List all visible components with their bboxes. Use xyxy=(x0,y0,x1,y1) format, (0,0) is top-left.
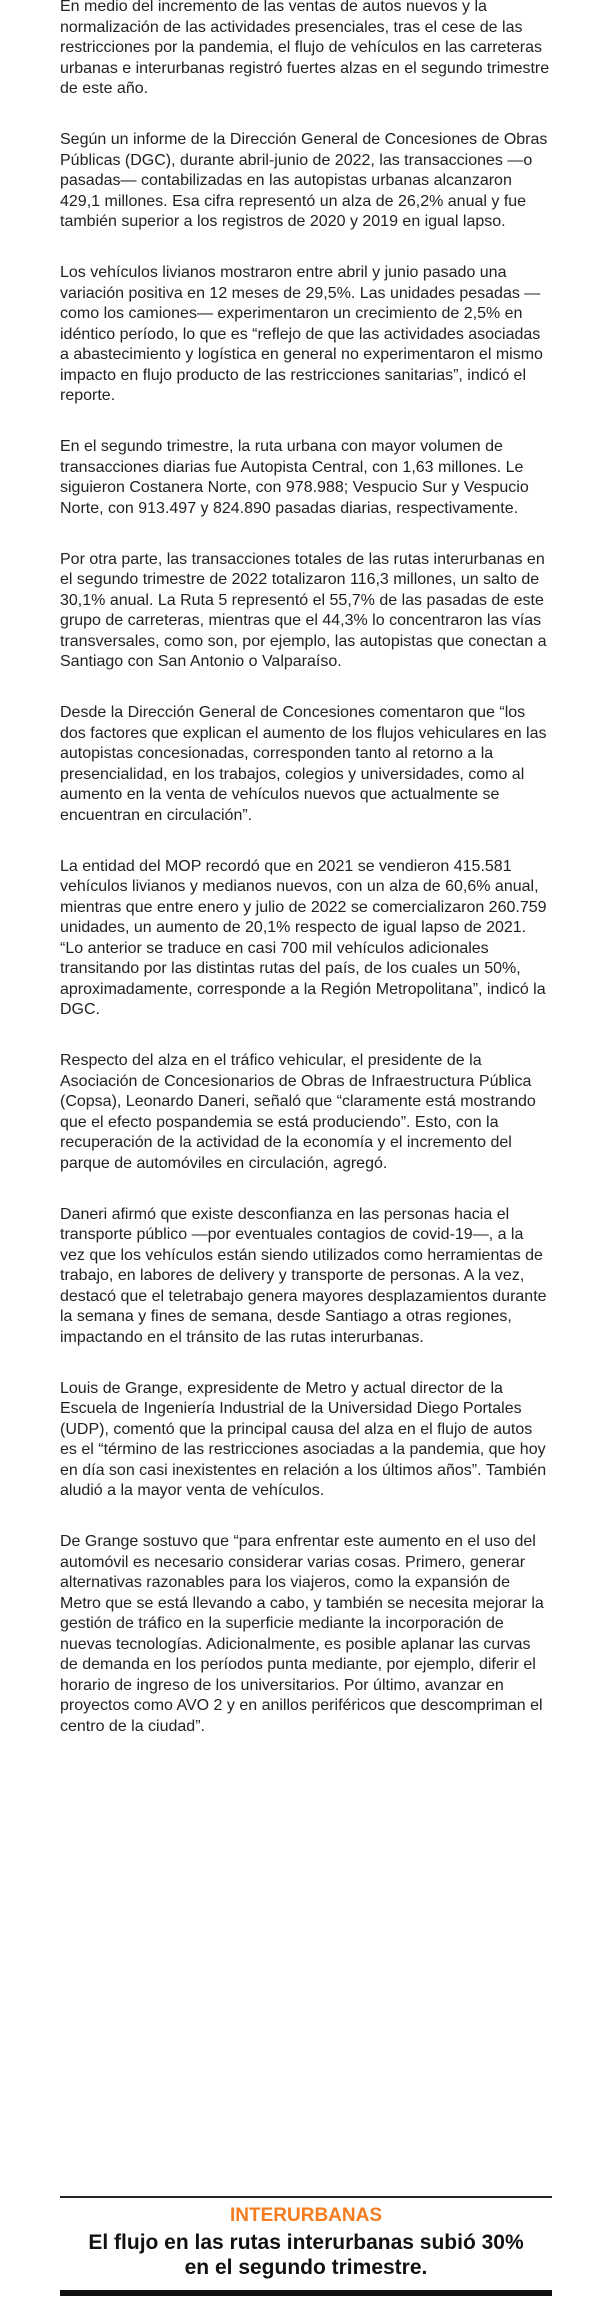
article-paragraph-6: Desde la Dirección General de Concesiones comentaron que “los dos factores que explican el aumento de los flujos vehiculares en las autopistas concesionadas, corresponden tanto al retorno a la presencialidad, en los trabajos, colegios y universidades, como al aumento en la venta de vehículos nuevos que actualmente se encuentran en circulación”. xyxy=(60,704,547,824)
article-paragraph-11: De Grange sostuvo que “para enfrentar este aumento en el uso del automóvil es necesario considerar varias cosas. Primero, generar alternativas razonables para los viajeros, como la expansión de Metro que se está llevando a cabo, y también se necesita mejorar la gestión de tráfico en la superficie mediante la incorporación de nuevas tecnologías. Adicionalmente, es posible aplanar las curvas de demanda en los períodos punta mediante, por ejemplo, diferir el horario de ingreso de los universitarios. Por último, avanzar en proyectos como AVO 2 y en anillos periféricos que descompriman el centro de la ciudad”. xyxy=(60,1533,544,1735)
article-paragraph-10: Louis de Grange, expresidente de Metro y actual director de la Escuela de Ingeniería Industrial de la Universidad Diego Portales (UDP), comentó que la principal causa del alza en el flujo de autos es el “término de las restricciones asociadas a la pandemia, que hoy en día son casi inexistentes en relación a los últimos años”. También aludió a la mayor venta de vehículos. xyxy=(60,1379,547,1499)
article-paragraph-4: En el segundo trimestre, la ruta urbana con mayor volumen de transacciones diarias fue Autopista Central, con 1,63 millones. Le siguieron Costanera Norte, con 978.988; Vespucio Sur y Vespucio Norte, con 913.497 y 824.890 pasadas diarias, respectivamente. xyxy=(60,438,529,517)
article-paragraph-2: Según un informe de la Dirección General de Concesiones de Obras Públicas (DGC), durante abril-junio de 2022, las transacciones —o pasadas— contabilizadas en las autopistas urbanas alcanzaron 429,1 millones. Esa cifra representó un alza de 26,2% anual y fue también superior a los registros de 2020 y 2019 en igual lapso. xyxy=(60,131,548,230)
article-paragraph-7: La entidad del MOP recordó que en 2021 se vendieron 415.581 vehículos livianos y medianos nuevos, con un alza de 60,6% anual, mientras que entre enero y julio de 2022 se comercializaron 260.759 unidades, un aumento de 20,1% respecto de igual lapso de 2021. “Lo anterior se traduce en casi 700 mil vehículos adicionales transitando por las distintas rutas del país, de los cuales un 50%, aproximadamente, corresponde a la Región Metropolitana”, indicó la DGC. xyxy=(60,857,547,1018)
pull-quote-kicker: INTERURBANAS xyxy=(230,2205,382,2226)
pull-quote-box xyxy=(60,2196,552,2296)
article-paragraph-9: Daneri afirmó que existe desconfianza en las personas hacia el transporte público —por eventuales contagios de covid-19—, a la vez que los vehículos están siendo utilizados como herramientas de trabajo, en labores de delivery y transporte de personas. A la vez, destacó que el teletrabajo genera mayores desplazamientos durante la semana y fines de semana, desde Santiago a otras regiones, impactando en el tránsito de las rutas interurbanas. xyxy=(60,1205,547,1346)
article-paragraph-1: En medio del incremento de las ventas de autos nuevos y la normalización de las actividades presenciales, tras el cese de las restricciones por la pandemia, el flujo de vehículos en las carreteras urbanas e interurbanas registró fuertes alzas en el segundo trimestre de este año. xyxy=(60,0,550,97)
article-paragraph-8: Respecto del alza en el tráfico vehicular, el presidente de la Asociación de Concesionarios de Obras de Infraestructura Pública (Copsa), Leonardo Daneri, señaló que “claramente está mostrando que el efecto pospandemia se está produciendo”. Esto, con la recuperación de la actividad de la economía y el incremento del parque de automóviles en circulación, agregó. xyxy=(60,1052,536,1172)
article-body xyxy=(60,0,550,1768)
article-paragraph-5: Por otra parte, las transacciones totales de las rutas interurbanas en el segundo trimestre de 2022 totalizaron 116,3 millones, un salto de 30,1% anual. La Ruta 5 representó el 55,7% de las pasadas de este grupo de carreteras, mientras que el 44,3% lo concentraron las vías transversales, como son, por ejemplo, las autopistas que conectan a Santiago con San Antonio o Valparaíso. xyxy=(60,550,547,670)
pull-quote-headline: El flujo en las rutas interurbanas subió 30% en el segundo trimestre. xyxy=(88,2231,524,2279)
article-paragraph-3: Los vehículos livianos mostraron entre abril y junio pasado una variación positiva en 12 meses de 29,5%. Las unidades pesadas —como los camiones— experimentaron un crecimiento de 2,5% en idéntico período, lo que es “reflejo de que las actividades asociadas a abastecimiento y logística en general no experimentaron el mismo impacto en flujo producto de las restricciones sanitarias”, indicó el reporte. xyxy=(60,264,543,404)
